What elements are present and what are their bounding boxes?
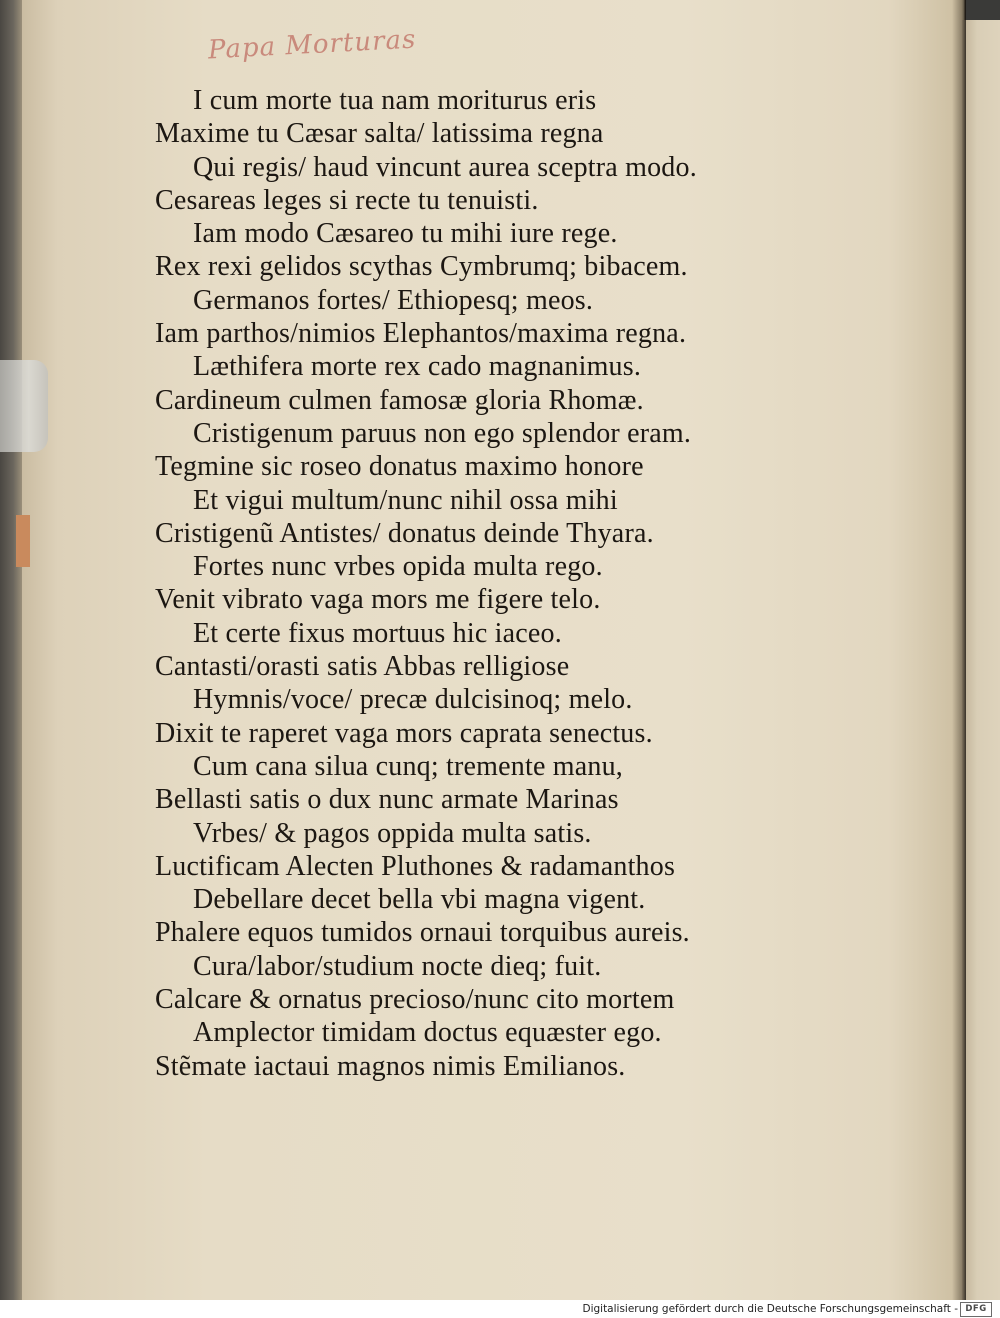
verse-line: Qui regis/ haud vincunt aurea sceptra modo. [193, 151, 697, 183]
verse-line: Iam modo Cæsareo tu mihi iure rege. [193, 218, 618, 250]
paper-clip [0, 360, 48, 452]
verse-line: Germanos fortes/ Ethiopesq; meos. [193, 284, 594, 316]
funding-credit: Digitalisierung gefördert durch die Deutsche Forschungsgemeinschaft - [582, 1303, 958, 1315]
handwritten-annotation: Papa Morturas [207, 24, 418, 66]
verse-line: Bellasti satis o dux nunc armate Marinas [155, 784, 619, 816]
verse-line: Hymnis/voce/ precæ dulcisinoq; melo. [193, 684, 633, 716]
bookmark-tab [16, 515, 30, 567]
verse-line: Amplector timidam doctus equæster ego. [193, 1017, 662, 1049]
verse-line: Cum cana silua cunq; tremente manu, [193, 750, 623, 782]
verse-line: Cristigenum paruus non ego splendor eram. [193, 417, 692, 449]
verse-line: Vrbes/ & pagos oppida multa satis. [193, 817, 592, 849]
verse-line: Venit vibrato vaga mors me figere telo. [155, 584, 601, 616]
verse-line: Cardineum culmen famosæ gloria Rhomæ. [155, 384, 644, 416]
verse-line: Fortes nunc vrbes opida multa rego. [193, 551, 603, 583]
verse-line: Phalere equos tumidos ornaui torquibus aureis. [155, 917, 690, 949]
verse-line: Tegmine sic roseo donatus maximo honore [155, 451, 644, 483]
verse-line: Læthifera morte rex cado magnanimus. [193, 351, 642, 383]
verse-line: Dixit te raperet vaga mors caprata senectus. [155, 717, 653, 749]
verse-line: Cesareas leges si recte tu tenuisti. [155, 184, 539, 216]
verse-line: I cum morte tua nam moriturus eris [193, 85, 597, 116]
facing-page-edge [962, 20, 1000, 1300]
verse-line: Et vigui multum/nunc nihil ossa mihi [193, 484, 618, 516]
verse-line: Stẽmate iactaui magnos nimis Emilianos. [155, 1050, 626, 1082]
verse-line: Calcare & ornatus precioso/nunc cito mortem [155, 984, 675, 1016]
gutter-shadow [952, 0, 966, 1300]
verse-line: Et certe fixus mortuus hic iaceo. [193, 617, 562, 649]
verse-line: Cura/labor/studium nocte dieq; fuit. [193, 950, 602, 982]
dfg-logo: DFG [960, 1302, 992, 1317]
verse-block [155, 84, 815, 1083]
verse-line: Cristigenũ Antistes/ donatus deinde Thyara. [155, 517, 654, 549]
verse-line: Debellare decet bella vbi magna vigent. [193, 884, 646, 916]
verse-line: Rex rexi gelidos scythas Cymbrumq; bibacem. [155, 251, 688, 283]
verse-line: Luctificam Alecten Pluthones & radamanthos [155, 850, 676, 882]
verse-line: Iam parthos/nimios Elephantos/maxima regna. [155, 318, 687, 350]
book-edge [0, 0, 22, 1300]
verse-line: Maxime tu Cæsar salta/ latissima regna [155, 118, 604, 150]
verse-line: Cantasti/orasti satis Abbas relligiose [155, 651, 570, 683]
